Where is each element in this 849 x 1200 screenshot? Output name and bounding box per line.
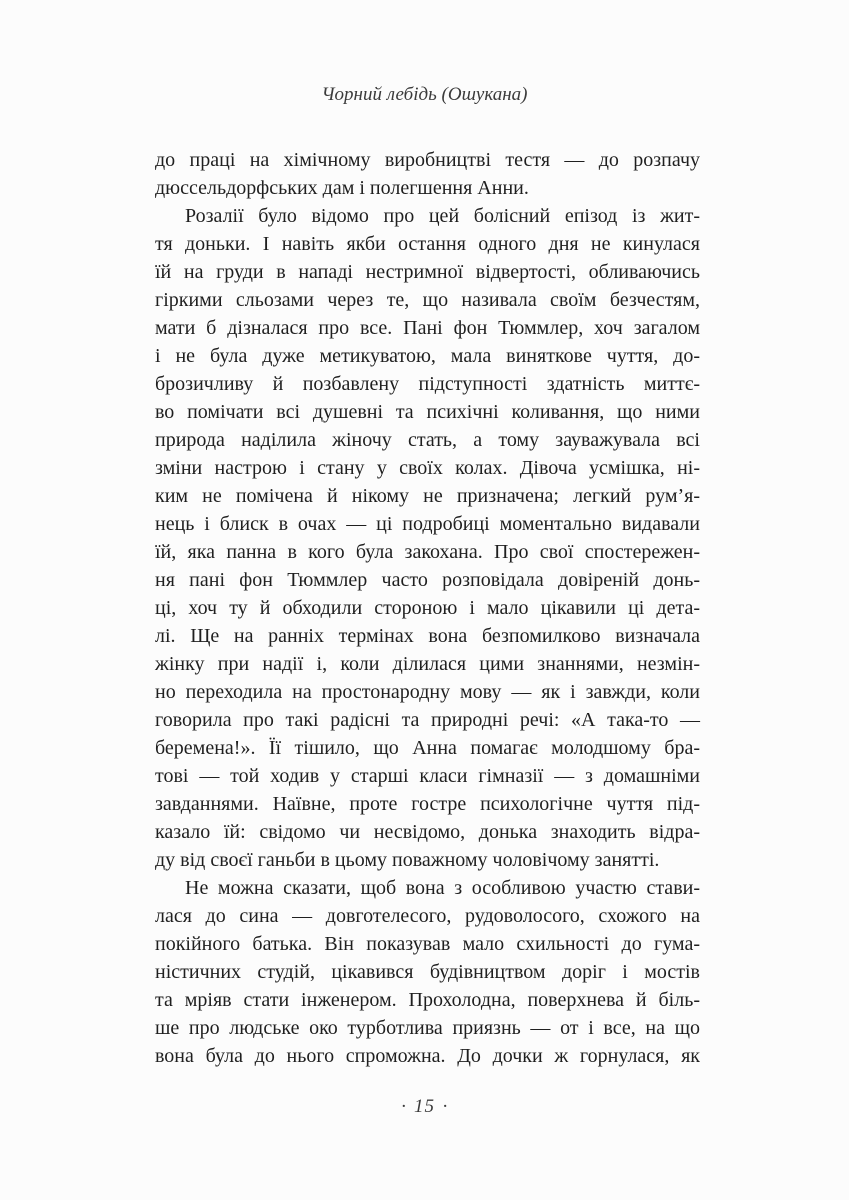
text-line: жінку при надії і, коли ділилася цими знаннями, незмін-	[155, 653, 700, 675]
text-line: покійного батька. Він показував мало схильності до гума-	[155, 933, 700, 955]
text-line: ці, хоч ту й обходили стороною і мало цікавили ці дета-	[155, 597, 700, 619]
body-text	[155, 146, 700, 1070]
text-line: до праці на хімічному виробництві тестя — до розпачу	[155, 149, 700, 171]
text-line: ня пані фон Тюммлер часто розповідала довіреній донь-	[155, 569, 700, 591]
text-line: Розалії було відомо про цей болісний епізод із жит-	[185, 205, 700, 227]
text-line: казало їй: свідомо чи несвідомо, донька знаходить відра-	[155, 821, 700, 843]
page-number-value: 15	[414, 1096, 435, 1117]
page-number	[0, 1096, 849, 1118]
text-line: гіркими сльозами через те, що називала своїм безчестям,	[155, 289, 700, 311]
text-line: но переходила на простонародну мову — як і завжди, коли	[155, 681, 700, 703]
text-line: во помічати всі душевні та психічні коливання, що ними	[155, 401, 700, 423]
running-head: Чорний лебідь (Ошукана)	[321, 84, 528, 105]
text-line: лася до сина — довготелесого, рудоволосого, схожого на	[155, 905, 700, 927]
text-line: ким не помічена й нікому не призначена; легкий рум’я-	[155, 485, 700, 507]
text-line: природа наділила жіночу стать, а тому зауважувала всі	[155, 429, 700, 451]
page-number-left-dot: ·	[400, 1096, 407, 1117]
text-line: їй на груди в нападі нестримної відвертості, обливаючись	[155, 261, 700, 283]
text-line: і не була дуже метикуватою, мала виняткове чуття, до-	[155, 345, 700, 367]
text-line: брозичливу й позбавлену підступності здатність миттє-	[155, 373, 700, 395]
text-line: нець і блиск в очах — ці подробиці моментально видавали	[155, 513, 700, 535]
text-line: ше про людське око турботлива приязнь — от і все, на що	[155, 1017, 700, 1039]
text-line: беремена!». Її тішило, що Анна помагає молодшому бра-	[155, 737, 700, 759]
text-line: тові — той ходив у старші класи гімназії — з домашніми	[155, 765, 700, 787]
text-line: тя доньки. І навіть якби остання одного дня не кинулася	[155, 233, 700, 255]
text-line: ністичних студій, цікавився будівництвом доріг і мостів	[155, 961, 700, 983]
text-line: говорила про такі радісні та природні речі: «А така-то —	[155, 709, 700, 731]
text-line: їй, яка панна в кого була закохана. Про свої спостережен-	[155, 541, 700, 563]
text-line: та мріяв стати інженером. Прохолодна, поверхнева й біль-	[155, 989, 700, 1011]
text-line: дюссельдорфських дам і полегшення Анни.	[155, 177, 529, 199]
text-line: вона була до нього спроможна. До дочки ж горнулася, як	[155, 1045, 700, 1067]
page-number-right-dot: ·	[442, 1096, 449, 1117]
text-line: завданнями. Наївне, проте гостре психологічне чуття під-	[155, 793, 700, 815]
text-line: ду від своєї ганьби в цьому поважному чоловічому занятті.	[155, 849, 660, 871]
text-line: зміни настрою і стану у своїх колах. Дівоча усмішка, ні-	[155, 457, 700, 479]
text-line: мати б дізналася про все. Пані фон Тюммлер, хоч загалом	[155, 317, 700, 339]
text-line: Не можна сказати, щоб вона з особливою участю стави-	[185, 877, 700, 899]
text-line: лі. Ще на ранніх термінах вона безпомилково визначала	[155, 625, 700, 647]
